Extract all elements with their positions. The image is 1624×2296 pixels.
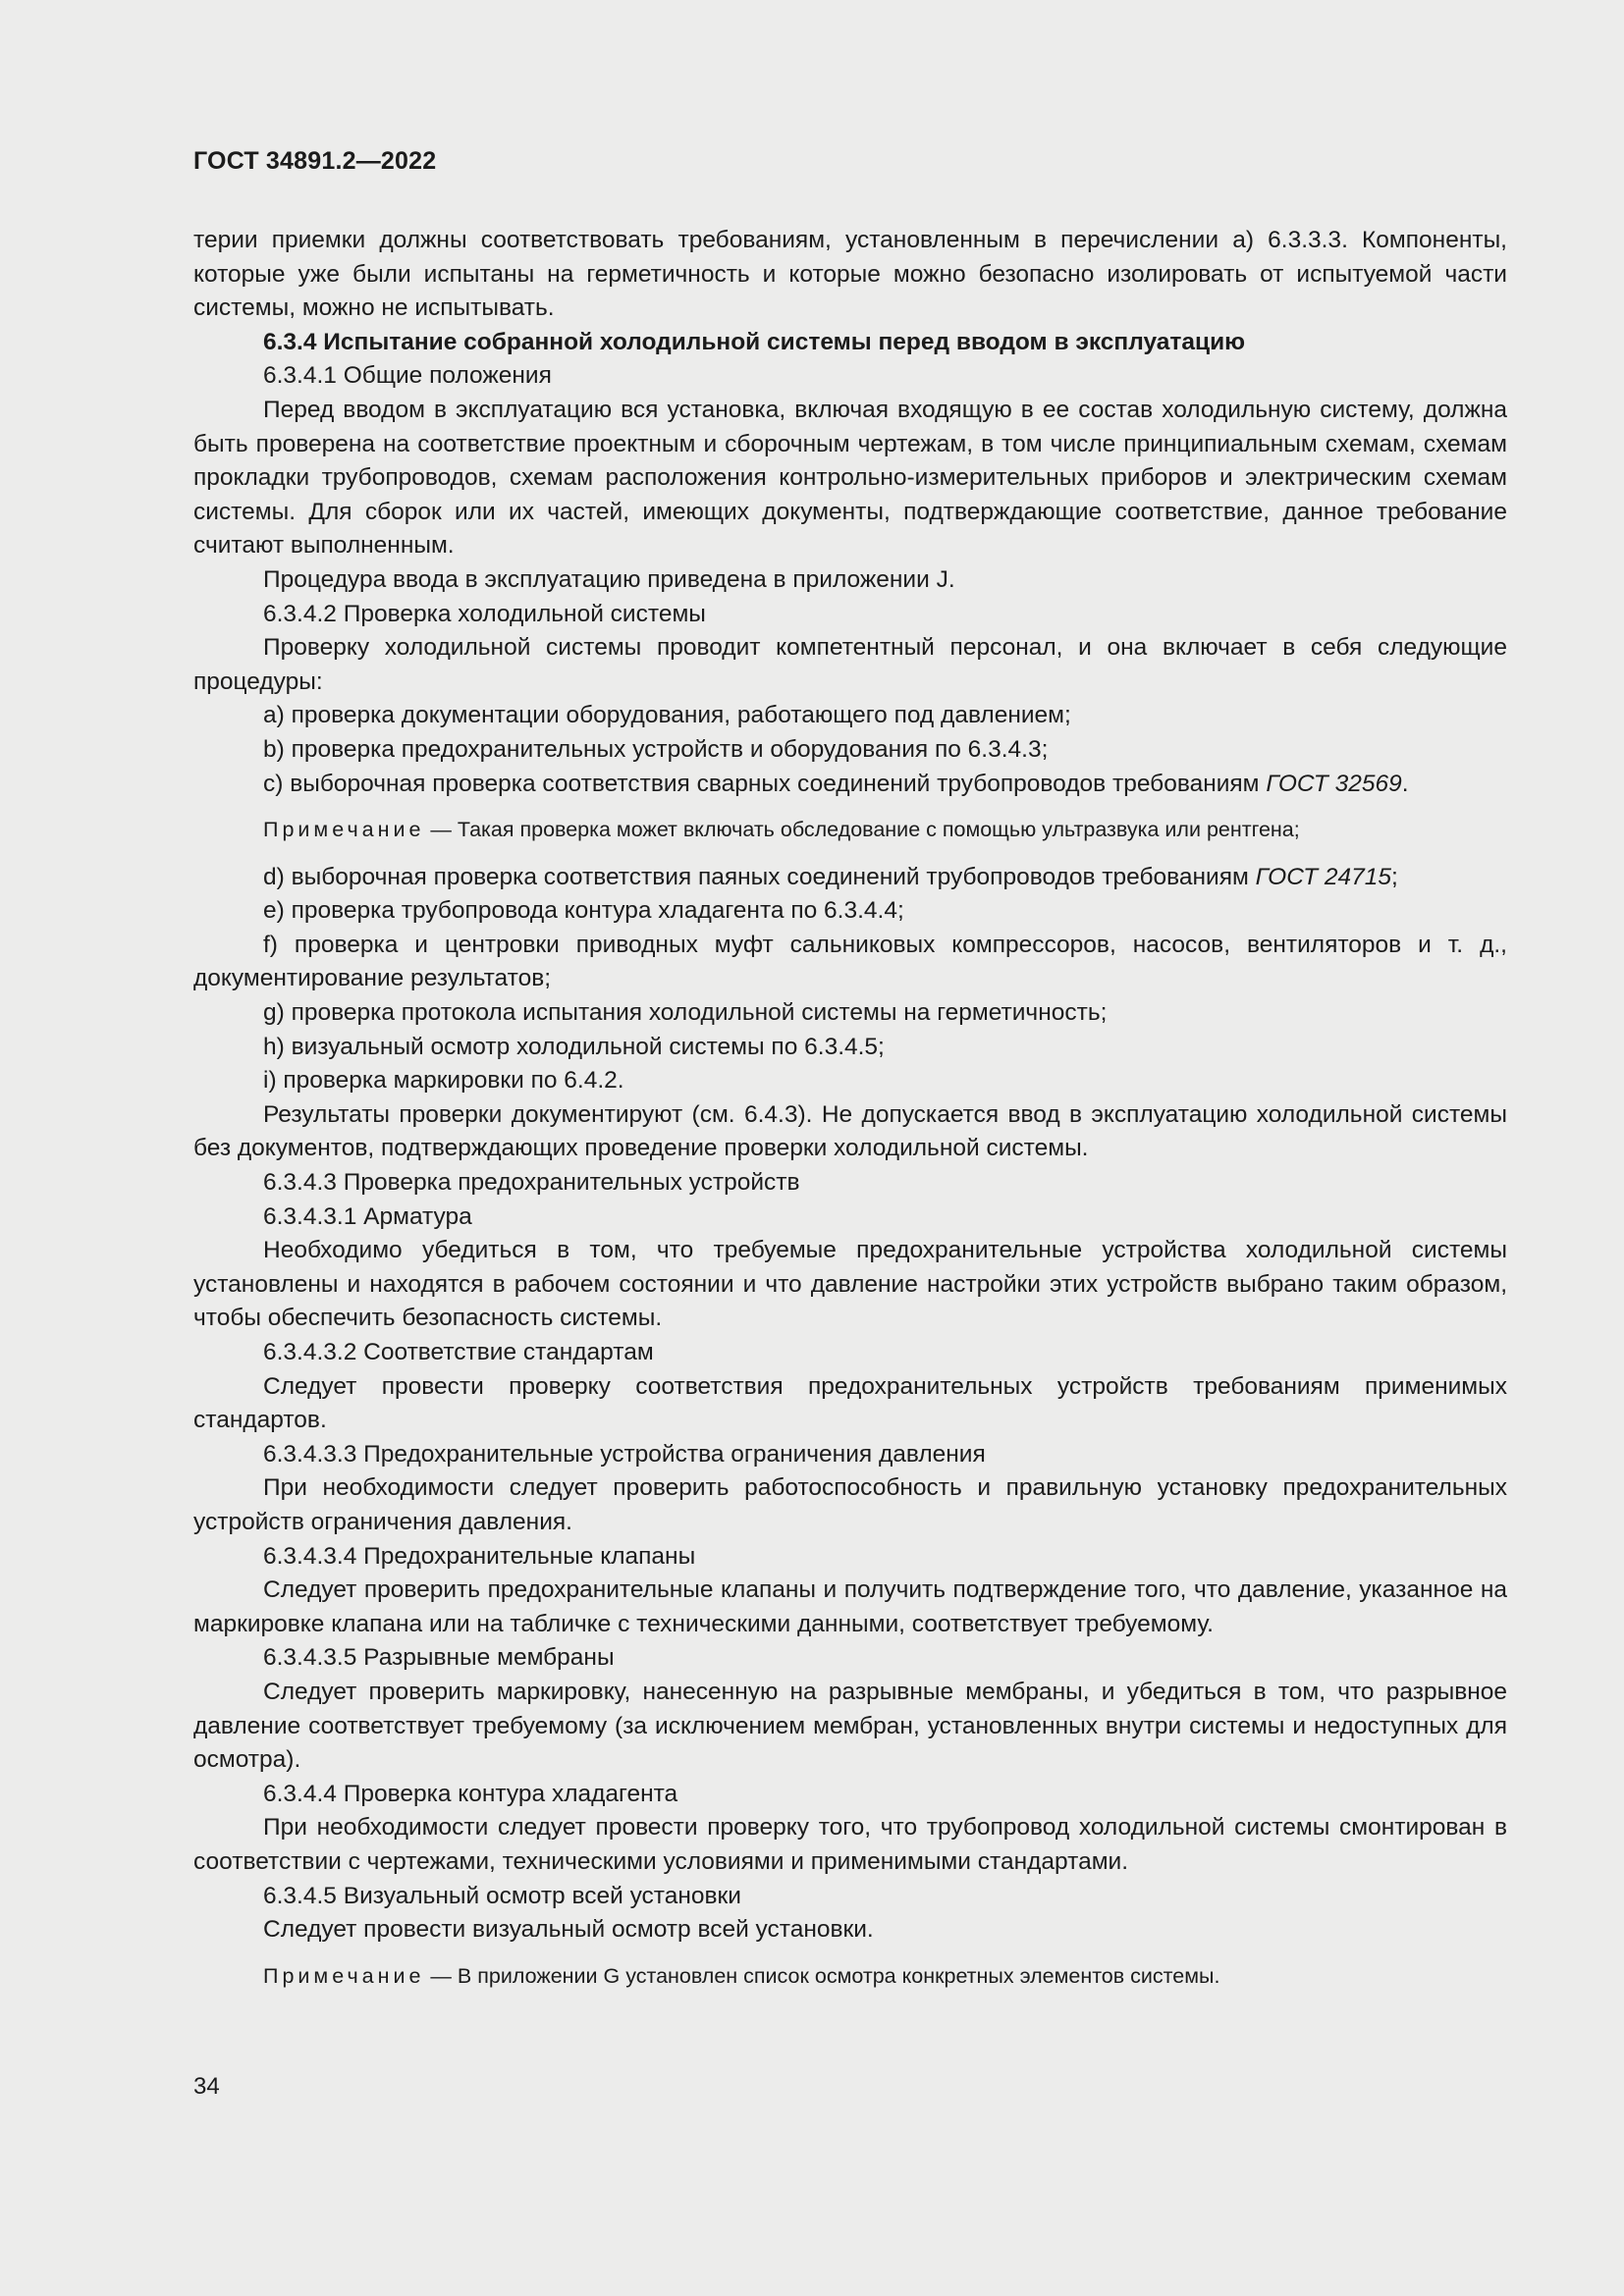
section-6-3-4-3-heading: 6.3.4.3 Проверка предохранительных устройств [263,1169,800,1197]
list-item-c-reference: ГОСТ 32569 [1266,770,1402,797]
section-6-3-4-5-heading: 6.3.4.5 Визуальный осмотр всей установки [263,1882,741,1909]
section-6-3-4-3-3-paragraph: При необходимости следует проверить работоспособность и правильную установку предохранительных устройств ограничения давления. [193,1474,1507,1535]
section-6-3-4-5-paragraph: Следует провести визуальный осмотр всей установки. [263,1916,874,1944]
list-item-b: b) проверка предохранительных устройств и оборудования по 6.3.4.3; [263,735,1049,763]
note-1 [193,813,1507,847]
list-item-d [193,861,1507,895]
list-item-c-text: c) выборочная проверка соответствия сварных соединений трубопроводов требованиям [263,770,1260,797]
intro-paragraph: терии приемки должны соответствовать требованиям, установленным в перечислении а) 6.3.3.3. Компоненты, которые уже были испытаны на герметичность и которые можно безопасно изолировать от испытуемой части системы, можно не испытывать. [193,227,1507,322]
list-item-f: f) проверка и центровки приводных муфт сальниковых компрессоров, насосов, вентиляторов и т. д., документирование результатов; [193,931,1507,992]
note-2 [193,1959,1507,1994]
list-item-d-end: ; [1391,863,1398,890]
note-1-text: — Такая проверка может включать обследование с помощью ультразвука или рентгена; [424,818,1300,842]
section-6-3-4-1-heading: 6.3.4.1 Общие положения [263,362,552,390]
section-6-3-4-3-4-paragraph: Следует проверить предохранительные клапаны и получить подтверждение того, что давление, указанное на маркировке клапана или на табличке с техническими данными, соответствует требуемому. [193,1576,1507,1637]
list-item-c [193,768,1507,802]
section-6-3-4-3-1-paragraph: Необходимо убедиться в том, что требуемые предохранительные устройства холодильной системы установлены и находятся в рабочем состоянии и что давление настройки этих устройств выбрано таким образом, чтобы обеспечить безопасность системы. [193,1237,1507,1332]
list-item-g: g) проверка протокола испытания холодильной системы на герметичность; [263,999,1108,1027]
note-2-label: Примечание [263,1963,425,1988]
section-6-3-4-1-paragraph-2: Процедура ввода в эксплуатацию приведена в приложении J. [263,565,955,593]
section-6-3-4-2-paragraph-1: Проверку холодильной системы проводит компетентный персонал, и она включает в себя следующие процедуры: [193,634,1507,695]
list-item-e: e) проверка трубопровода контура хладагента по 6.3.4.4; [263,897,904,925]
list-item-d-text: d) выборочная проверка соответствия паяных соединений трубопроводов требованиям [263,863,1249,890]
list-item-a: a) проверка документации оборудования, работающего под давлением; [263,702,1071,729]
section-6-3-4-3-5-paragraph: Следует проверить маркировку, нанесенную на разрывные мембраны, и убедиться в том, что разрывное давление соответствует требуемому (за исключением мембран, установленных внутри системы и недоступных для осмотра). [193,1678,1507,1774]
page-content [193,224,1507,2006]
list-item-h: h) визуальный осмотр холодильной системы по 6.3.4.5; [263,1033,885,1060]
list-item-d-reference: ГОСТ 24715 [1255,863,1391,890]
section-6-3-4-3-2-heading: 6.3.4.3.2 Соответствие стандартам [263,1339,654,1365]
section-6-3-4-3-5-heading: 6.3.4.3.5 Разрывные мембраны [263,1644,615,1672]
note-2-text: — В приложении G установлен список осмотра конкретных элементов системы. [424,1963,1220,1988]
page-number: 34 [193,2073,220,2100]
section-6-3-4-3-2-paragraph: Следует провести проверку соответствия предохранительных устройств требованиям применимых стандартов. [193,1372,1507,1434]
section-6-3-4-heading: 6.3.4 Испытание собранной холодильной системы перед вводом в эксплуатацию [263,328,1246,355]
list-item-i: i) проверка маркировки по 6.4.2. [263,1067,624,1095]
standard-designation: ГОСТ 34891.2—2022 [193,147,437,175]
section-6-3-4-4-paragraph: При необходимости следует провести проверку того, что трубопровод холодильной системы смонтирован в соответствии с чертежами, техническими условиями и применимыми стандартами. [193,1814,1507,1875]
list-item-c-end: . [1401,770,1409,797]
section-6-3-4-3-4-heading: 6.3.4.3.4 Предохранительные клапаны [263,1542,696,1570]
section-6-3-4-4-heading: 6.3.4.4 Проверка контура хладагента [263,1780,678,1807]
section-6-3-4-3-3-heading: 6.3.4.3.3 Предохранительные устройства ограничения давления [263,1440,986,1468]
section-6-3-4-3-1-heading: 6.3.4.3.1 Арматура [263,1202,472,1230]
section-6-3-4-2-paragraph-2: Результаты проверки документируют (см. 6.4.3). Не допускается ввод в эксплуатацию холодильной системы без документов, подтверждающих проведение проверки холодильной системы. [193,1100,1507,1162]
section-6-3-4-2-heading: 6.3.4.2 Проверка холодильной системы [263,600,706,627]
note-1-label: Примечание [263,818,425,842]
section-6-3-4-1-paragraph-1: Перед вводом в эксплуатацию вся установка, включая входящую в ее состав холодильную систему, должна быть проверена на соответствие проектным и сборочным чертежам, в том числе принципиальным схемам, схемам прокладки трубопроводов, схемам расположения контрольно-измерительных приборов и электрическим схемам системы. Для сборок или их частей, имеющих документы, подтверждающие соответствие, данное требование считают выполненным. [193,396,1507,560]
